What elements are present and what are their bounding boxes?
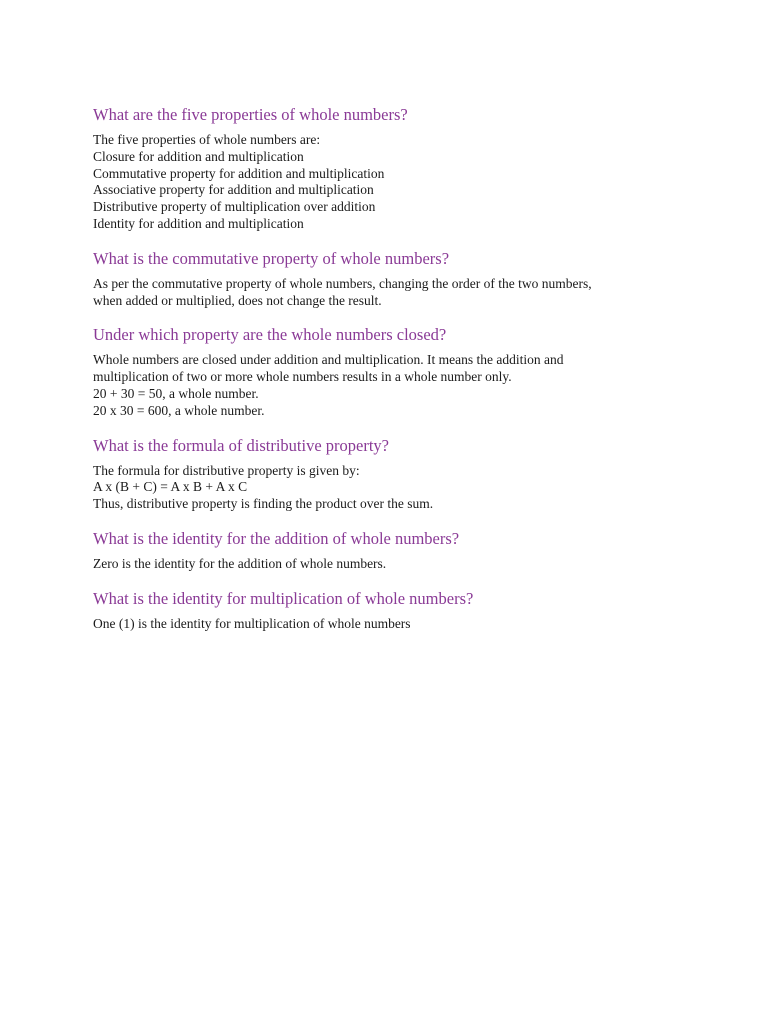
answer-line: The five properties of whole numbers are: [93, 132, 321, 147]
answer-line: Thus, distributive property is finding the product over the sum. [93, 496, 434, 512]
faq-question: What are the five properties of whole numbers? [93, 105, 408, 124]
answer-line: As per the commutative property of whole numbers, changing the order of the two numbers, [93, 275, 592, 291]
answer-line: Distributive property of multiplication over addition [93, 199, 376, 215]
faq-answer [93, 132, 693, 233]
answer-line: A x (B + C) = A x B + A x C [93, 479, 248, 495]
faq-answer [93, 616, 693, 633]
faq-answer [93, 463, 693, 513]
faq-question: What is the formula of distributive property? [93, 435, 390, 455]
answer-line: Zero is the identity for the addition of whole numbers. [93, 555, 387, 571]
answer-line: Whole numbers are closed under addition and multiplication. It means the addition and [93, 352, 564, 368]
answer-line: Closure for addition and multiplication [93, 148, 304, 164]
document-page [93, 104, 693, 633]
answer-line: 20 + 30 = 50, a whole number. [93, 385, 259, 401]
faq-item [93, 588, 693, 633]
answer-line: multiplication of two or more whole numbers results in a whole number only. [93, 369, 512, 385]
faq-question: Under which property are the whole numbers closed? [93, 325, 447, 345]
faq-item [93, 435, 693, 513]
faq-item [93, 248, 693, 310]
answer-line: One (1) is the identity for multiplication of whole numbers [93, 615, 411, 631]
answer-line: when added or multiplied, does not change the result. [93, 292, 382, 308]
answer-line: Commutative property for addition and multiplication [93, 165, 385, 181]
faq-answer [93, 352, 693, 419]
faq-question: What is the identity for the addition of whole numbers? [93, 528, 460, 548]
answer-line: The formula for distributive property is given by: [93, 462, 360, 478]
faq-item [93, 104, 693, 233]
answer-line: Identity for addition and multiplication [93, 215, 304, 231]
answer-line: 20 x 30 = 600, a whole number. [93, 402, 265, 418]
faq-answer [93, 556, 693, 573]
faq-item [93, 324, 693, 419]
faq-question: What is the identity for multiplication of whole numbers? [93, 588, 474, 608]
answer-line: Associative property for addition and multiplication [93, 182, 374, 198]
faq-item [93, 528, 693, 573]
faq-answer [93, 276, 693, 310]
faq-question: What is the commutative property of whole numbers? [93, 248, 450, 268]
